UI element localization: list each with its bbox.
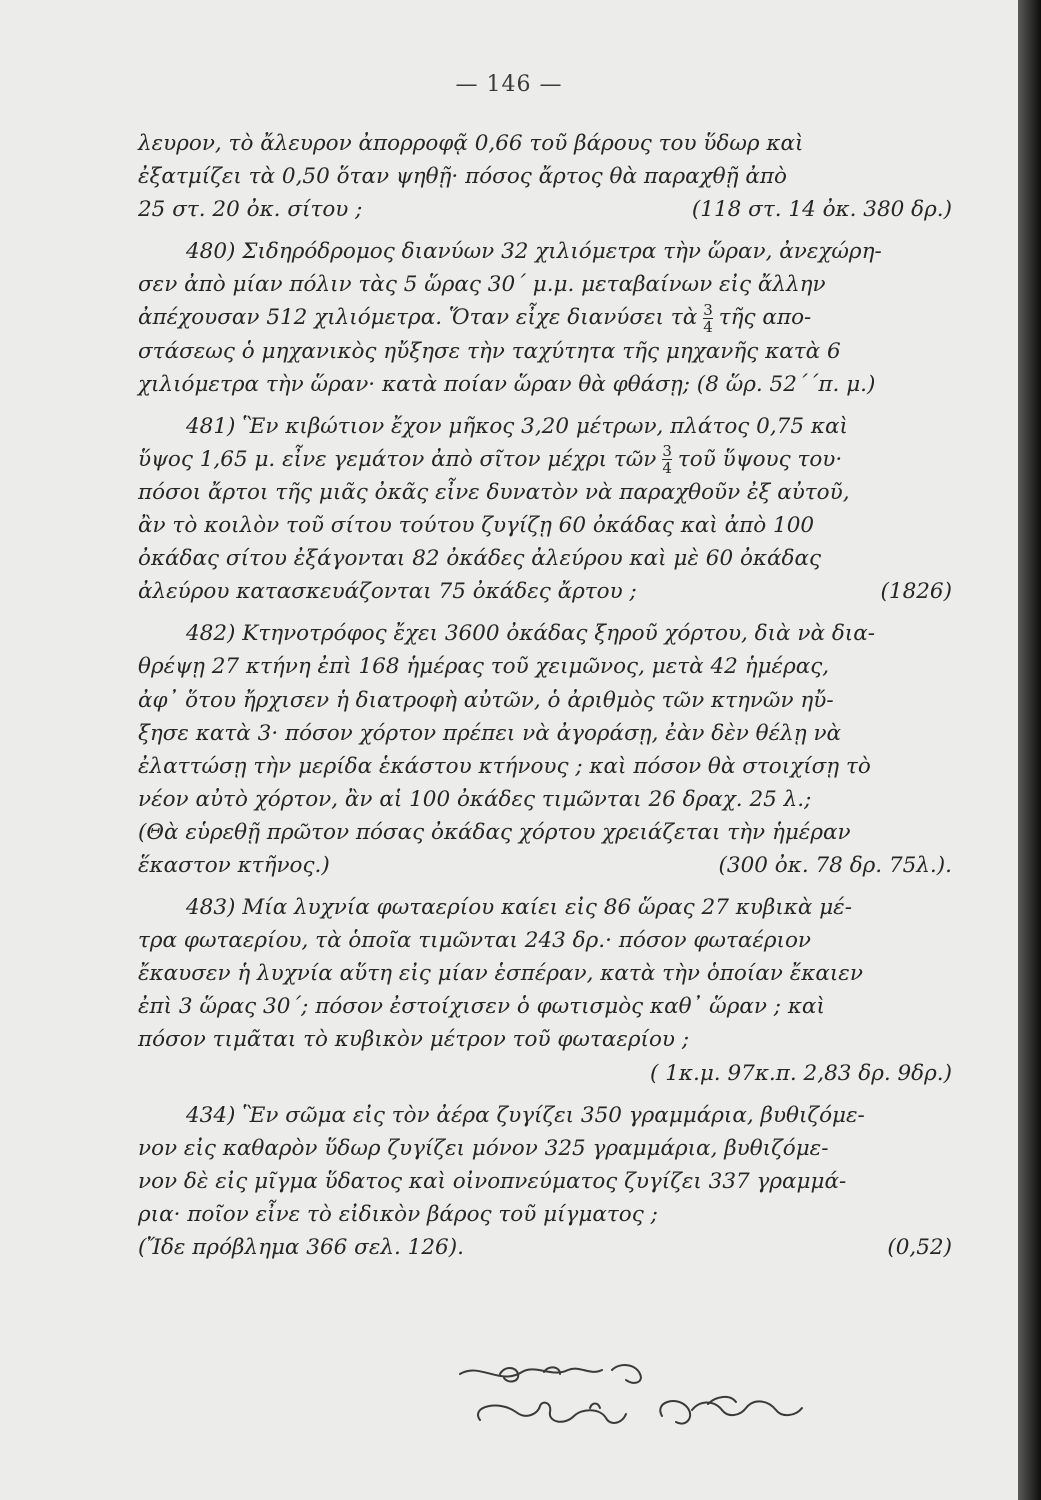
- answer: ( 1κ.μ. 97κ.π. 2,83 δρ. 9δρ.): [649, 1060, 952, 1086]
- page-number: — 146 —: [455, 72, 563, 97]
- problem-481-start: 481) Ἓν κιβώτιον ἔχον μῆκος 3,20 μέτρων, πλάτος 0,75 καὶ: [186, 413, 848, 439]
- book-spine-shadow: [1018, 0, 1041, 1500]
- answer: (300 ὀκ. 78 δρ. 75λ.).: [718, 852, 952, 878]
- text-line: σεν ἀπὸ μίαν πόλιν τὰς 5 ὥρας 30΄ μ.μ. μεταβαίνων εἰς ἄλλην: [138, 272, 826, 298]
- text-line: πόσον τιμᾶται τὸ κυβικὸν μέτρον τοῦ φωταερίου ;: [138, 1027, 690, 1053]
- text-line: 25 στ. 20 ὀκ. σίτου ; (118 στ. 14 ὀκ. 380 δρ.): [138, 193, 1002, 226]
- decorative-flourish-icon: [440, 1356, 820, 1446]
- text-line: θρέψῃ 27 κτήνη ἐπὶ 168 ἡμέρας τοῦ χειμῶνος, μετὰ 42 ἡμέρας,: [138, 654, 830, 680]
- answer: (118 στ. 14 ὀκ. 380 δρ.): [691, 197, 952, 223]
- text-line: χιλιόμετρα τὴν ὥραν· κατὰ ποίαν ὥραν θὰ φθάσῃ; (8 ὥρ. 52΄΄π. μ.): [138, 371, 876, 397]
- answer: (1826): [880, 579, 952, 605]
- text-line: [138, 1057, 1002, 1090]
- text-line: ἐπὶ 3 ὥρας 30΄; πόσον ἐστοίχισεν ὁ φωτισμὸς καθ᾽ ὥραν ; καὶ: [138, 994, 825, 1020]
- fraction: $\frac{3}{4}$: [703, 300, 713, 336]
- text-line: τρα φωταερίου, τὰ ὁποῖα τιμῶνται 243 δρ.· πόσον φωταέριον: [138, 928, 811, 954]
- text-line: ρια· ποῖον εἶνε τὸ εἰδικὸν βάρος τοῦ μίγματος ;: [138, 1201, 658, 1227]
- text-line: ἀπέχουσαν 512 χιλιόμετρα. Ὅταν εἶχε διανύσει τὰ $\frac{3}{4}$ τῆς απο-: [138, 300, 812, 336]
- text-line: νέον αὐτὸ χόρτον, ἂν αἱ 100 ὀκάδες τιμῶνται 26 δραχ. 25 λ.;: [138, 786, 812, 812]
- text-line: ἀλεύρου κατασκευάζονται 75 ὀκάδες ἄρτου ; (1826): [138, 575, 1002, 608]
- problem-434-start: 434) Ἓν σῶμα εἰς τὸν ἀέρα ζυγίζει 350 γραμμάρια, βυθιζόμε-: [186, 1102, 865, 1128]
- problem-482-start: 482) Κτηνοτρόφος ἔχει 3600 ὀκάδας ξηροῦ χόρτου, διὰ νὰ δια-: [186, 621, 875, 647]
- text-line: νον δὲ εἰς μῖγμα ὕδατος καὶ οἰνοπνεύματος ζυγίζει 337 γραμμά-: [138, 1168, 847, 1194]
- text-line: ὕψος 1,65 μ. εἶνε γεμάτον ἀπὸ σῖτον μέχρι τῶν $\frac{3}{4}$ τοῦ ὕψους του·: [138, 442, 843, 478]
- text-line: ἐλαττώσῃ τὴν μερίδα ἑκάστου κτήνους ; καὶ πόσον θὰ στοιχίσῃ τὸ: [138, 753, 871, 779]
- text-line: πόσοι ἄρτοι τῆς μιᾶς ὀκᾶς εἶνε δυνατὸν νὰ παραχθοῦν ἐξ αὐτοῦ,: [138, 479, 850, 505]
- fraction: $\frac{3}{4}$: [662, 442, 672, 478]
- text-line: ὀκάδας σίτου ἐξάγονται 82 ὀκάδες ἀλεύρου καὶ μὲ 60 ὀκάδας: [138, 546, 822, 572]
- text-line: ἕκαστον κτῆνος.) (300 ὀκ. 78 δρ. 75λ.).: [138, 849, 1002, 882]
- text-line: (Θὰ εὑρεθῇ πρῶτον πόσας ὀκάδας χόρτου χρειάζεται τὴν ἡμέραν: [138, 819, 851, 845]
- problem-483-start: 483) Μία λυχνία φωταερίου καίει εἰς 86 ὥρας 27 κυβικὰ μέ-: [186, 895, 852, 921]
- text-line: στάσεως ὁ μηχανικὸς ηὔξησε τὴν ταχύτητα τῆς μηχανῆς κατὰ 6: [138, 338, 841, 364]
- text-line: νον εἰς καθαρὸν ὕδωρ ζυγίζει μόνον 325 γραμμάρια, βυθιζόμε-: [138, 1135, 829, 1161]
- text-line: ἔκαυσεν ἡ λυχνία αὕτη εἰς μίαν ἑσπέραν, κατὰ τὴν ὁποίαν ἔκαιεν: [138, 961, 863, 987]
- answer: (0,52): [887, 1235, 952, 1260]
- text-line: ἀφ᾽ ὅτου ἤρχισεν ἡ διατροφὴ αὐτῶν, ὁ ἀριθμὸς τῶν κτηνῶν ηὔ-: [138, 687, 834, 713]
- text-line: λευρον, τὸ ἄλευρον ἀπορροφᾷ 0,66 τοῦ βάρους του ὕδωρ καὶ: [138, 131, 804, 156]
- problem-480-start: 480) Σιδηρόδρομος διανύων 32 χιλιόμετρα τὴν ὥραν, ἀνεχώρη-: [186, 239, 882, 265]
- text-line: ἐξατμίζει τὰ 0,50 ὅταν ψηθῇ· πόσος ἄρτος θὰ παραχθῇ ἀπὸ: [138, 164, 787, 190]
- page-body: [138, 127, 1002, 1264]
- text-line: ἂν τὸ κοιλὸν τοῦ σίτου τούτου ζυγίζῃ 60 ὀκάδας καὶ ἀπὸ 100: [138, 513, 815, 539]
- text-line: ξησε κατὰ 3· πόσον χόρτον πρέπει νὰ ἀγοράσῃ, ἐὰν δὲν θέλῃ νὰ: [138, 720, 842, 746]
- text-line: (Ἴδε πρόβλημα 366 σελ. 126). (0,52): [138, 1231, 1002, 1264]
